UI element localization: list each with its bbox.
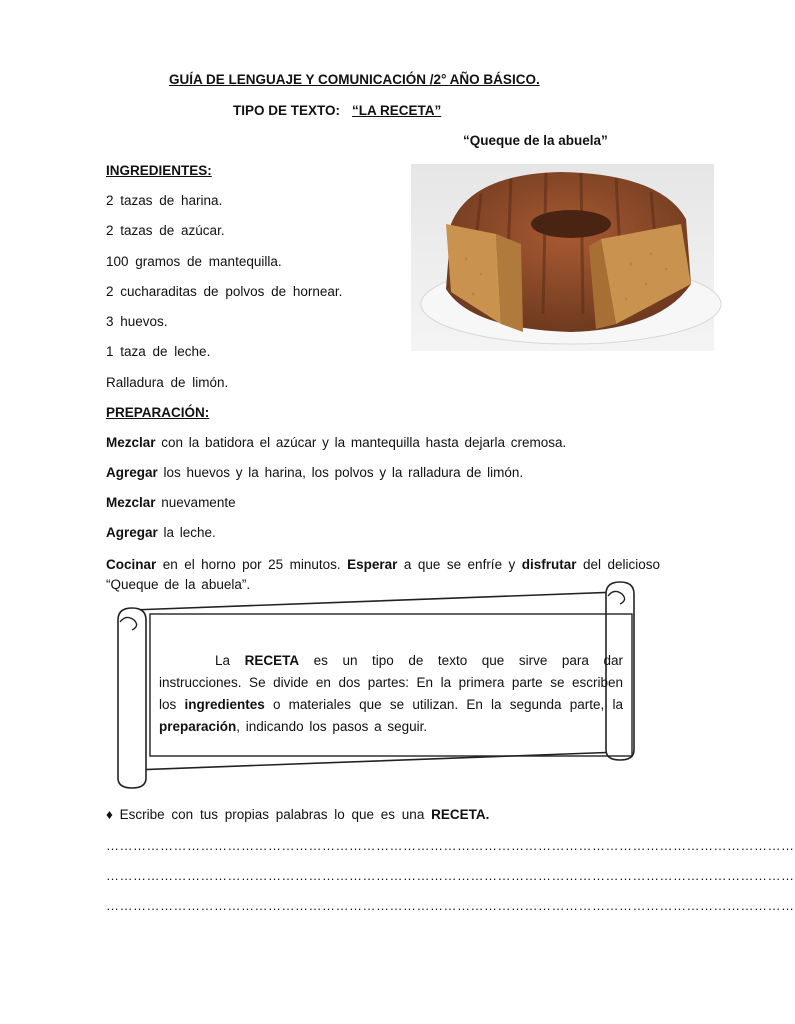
cake-photo xyxy=(411,164,714,351)
answer-line[interactable]: ……………………………………………………………………………………………………………………………………… xyxy=(106,868,795,883)
preparation-step xyxy=(106,495,660,510)
ingredient-item: 2 cucharaditas de polvos de hornear. xyxy=(106,284,343,299)
preparation-step xyxy=(106,465,660,480)
step-text: a que se enfríe y xyxy=(397,557,522,572)
ingredient-item: 100 gramos de mantequilla. xyxy=(106,254,282,269)
question-keyword: RECETA. xyxy=(431,807,490,822)
ingredients-heading: INGREDIENTES: xyxy=(106,163,212,178)
question xyxy=(106,807,489,822)
ingredient-item: 2 tazas de azúcar. xyxy=(106,223,225,238)
step-text: los huevos y la harina, los polvos y la ralladura de limón. xyxy=(157,465,524,480)
text-type-value: “LA RECETA” xyxy=(352,103,442,118)
step-verb: Mezclar xyxy=(106,495,156,510)
definition-keyword: ingredientes xyxy=(184,697,265,712)
answer-line[interactable]: ……………………………………………………………………………………………………………………………………… xyxy=(106,838,795,853)
step-text: con la batidora el azúcar y la mantequilla hasta dejarla cremosa. xyxy=(155,435,567,450)
answer-line[interactable]: ……………………………………………………………………………………………………………………………………… xyxy=(106,898,795,913)
definition-text: es un tipo de texto que sirve para dar instrucciones. Se divide en dos partes: En la primera parte se escriben los xyxy=(159,653,623,712)
definition-keyword: RECETA xyxy=(244,653,300,668)
page-title: GUÍA DE LENGUAJE Y COMUNICACIÓN /2° AÑO BÁSICO. xyxy=(169,72,540,87)
preparation-step xyxy=(106,525,660,540)
definition-text: o materiales que se utilizan. En la segunda parte, la xyxy=(264,697,623,712)
preparation-step xyxy=(106,435,660,450)
ingredient-item: 1 taza de leche. xyxy=(106,344,211,359)
recipe-definition xyxy=(159,650,623,738)
ingredient-item: Ralladura de limón. xyxy=(106,375,229,390)
step-text: en el horno por 25 minutos. xyxy=(156,557,348,572)
definition-keyword: preparación xyxy=(159,719,237,734)
step-verb: Mezclar xyxy=(106,435,156,450)
ingredient-item: 3 huevos. xyxy=(106,314,168,329)
step-text: del delicioso “Queque de la abuela”. xyxy=(106,557,660,592)
preparation-heading: PREPARACIÓN: xyxy=(106,405,210,420)
text-type-label: TIPO DE TEXTO: xyxy=(233,103,341,118)
step-verb: Esperar xyxy=(347,557,398,572)
step-verb: disfrutar xyxy=(521,557,577,572)
step-verb: Cocinar xyxy=(106,557,157,572)
text-type-line xyxy=(233,103,441,118)
recipe-name: “Queque de la abuela” xyxy=(463,133,608,148)
diamond-bullet-icon: ♦ xyxy=(106,807,113,822)
step-text: la leche. xyxy=(157,525,216,540)
step-text: nuevamente xyxy=(155,495,236,510)
definition-text: La xyxy=(215,653,245,668)
ingredient-item: 2 tazas de harina. xyxy=(106,193,223,208)
question-text: Escribe con tus propias palabras lo que es una xyxy=(119,807,432,822)
step-verb: Agregar xyxy=(106,465,158,480)
definition-text: , indicando los pasos a seguir. xyxy=(236,719,428,734)
step-verb: Agregar xyxy=(106,525,158,540)
